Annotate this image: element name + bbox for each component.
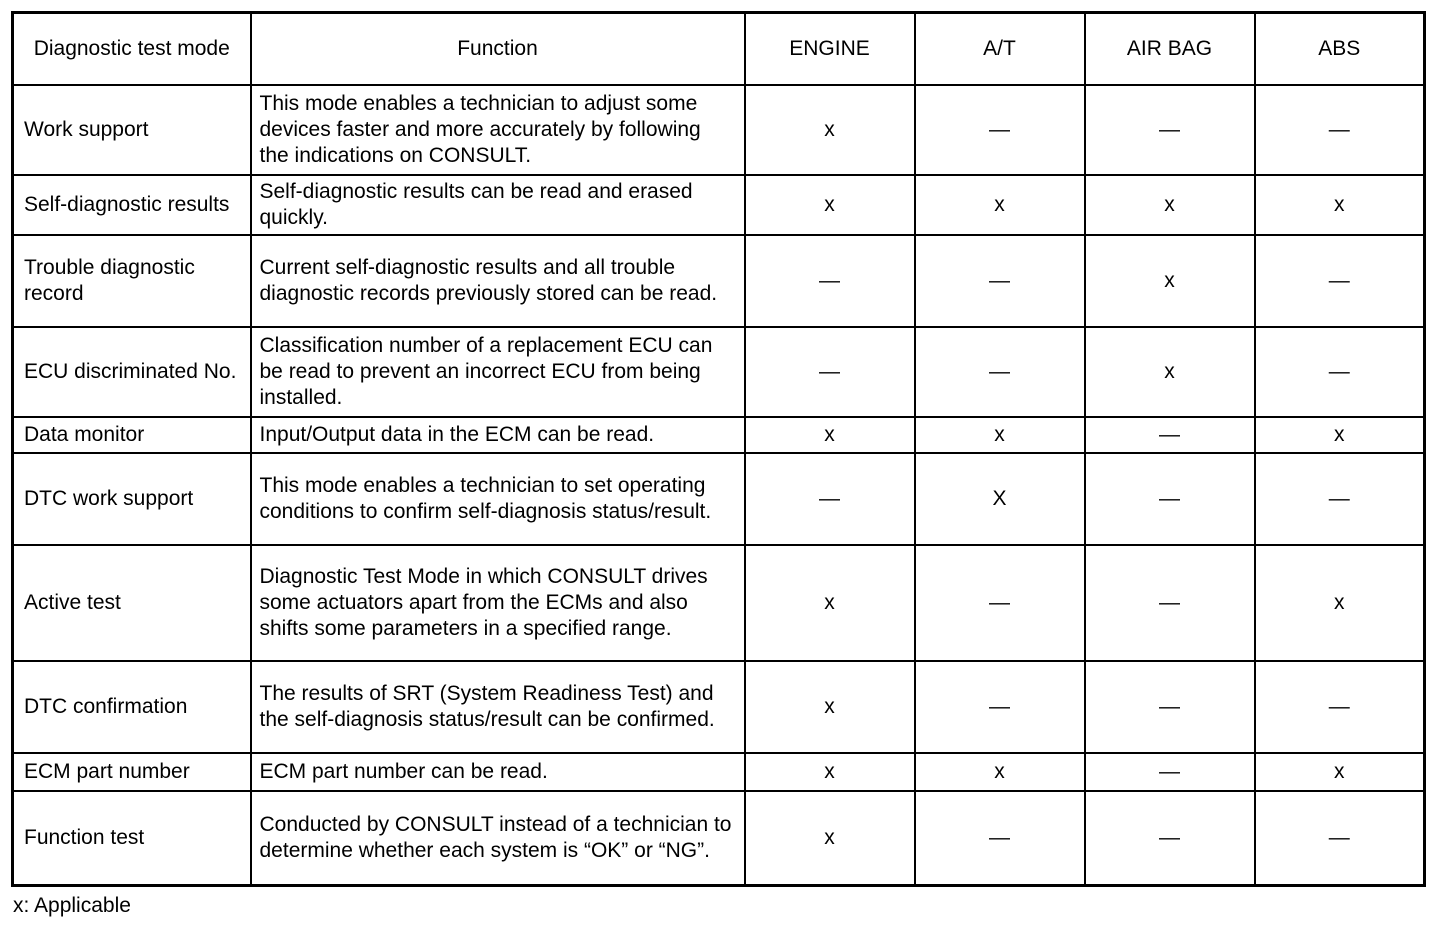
at-mark: — (915, 235, 1085, 327)
mode-cell: Self-diagnostic results (13, 175, 251, 235)
abs-mark: x (1255, 753, 1425, 791)
table-row (13, 235, 1425, 327)
abs-mark: — (1255, 235, 1425, 327)
mode-cell: Trouble diagnostic record (13, 235, 251, 327)
engine-mark: x (745, 545, 915, 661)
at-mark: — (915, 791, 1085, 885)
function-cell: This mode enables a technician to adjust some devices faster and more accurately by following the indications on CONSULT. (251, 85, 745, 175)
engine-mark: — (745, 235, 915, 327)
abs-mark: x (1255, 545, 1425, 661)
function-cell: Conducted by CONSULT instead of a technician to determine whether each system is “OK” or “NG”. (251, 791, 745, 885)
function-cell: Classification number of a replacement ECU can be read to prevent an incorrect ECU from being installed. (251, 327, 745, 417)
engine-mark: x (745, 417, 915, 453)
function-cell: Diagnostic Test Mode in which CONSULT drives some actuators apart from the ECMs and also shifts some parameters in a specified range. (251, 545, 745, 661)
table-row (13, 417, 1425, 453)
engine-mark: x (745, 661, 915, 753)
at-mark: — (915, 85, 1085, 175)
mode-cell: ECM part number (13, 753, 251, 791)
mode-cell: ECU discriminated No. (13, 327, 251, 417)
air-bag-mark: — (1085, 453, 1255, 545)
mode-cell: DTC work support (13, 453, 251, 545)
mode-cell: Function test (13, 791, 251, 885)
at-mark: X (915, 453, 1085, 545)
diagnostic-mode-table (11, 11, 1426, 887)
header-at: A/T (915, 13, 1085, 86)
engine-mark: x (745, 175, 915, 235)
function-cell: Input/Output data in the ECM can be read. (251, 417, 745, 453)
function-cell: ECM part number can be read. (251, 753, 745, 791)
abs-mark: x (1255, 175, 1425, 235)
diagnostic-table-container (11, 11, 1423, 887)
air-bag-mark: — (1085, 661, 1255, 753)
table-row (13, 327, 1425, 417)
table-row (13, 545, 1425, 661)
engine-mark: — (745, 327, 915, 417)
function-cell: Current self-diagnostic results and all trouble diagnostic records previously stored can be read. (251, 235, 745, 327)
at-mark: x (915, 175, 1085, 235)
function-cell: The results of SRT (System Readiness Test) and the self-diagnosis status/result can be confirmed. (251, 661, 745, 753)
engine-mark: x (745, 791, 915, 885)
function-cell: Self-diagnostic results can be read and erased quickly. (251, 175, 745, 235)
table-row (13, 175, 1425, 235)
header-function: Function (251, 13, 745, 86)
table-row (13, 85, 1425, 175)
air-bag-mark: x (1085, 327, 1255, 417)
abs-mark: — (1255, 661, 1425, 753)
engine-mark: — (745, 453, 915, 545)
header-engine: ENGINE (745, 13, 915, 86)
mode-cell: Data monitor (13, 417, 251, 453)
abs-mark: — (1255, 85, 1425, 175)
header-air-bag: AIR BAG (1085, 13, 1255, 86)
at-mark: — (915, 545, 1085, 661)
engine-mark: x (745, 753, 915, 791)
air-bag-mark: — (1085, 85, 1255, 175)
abs-mark: — (1255, 453, 1425, 545)
header-diagnostic-test-mode: Diagnostic test mode (13, 13, 251, 86)
at-mark: — (915, 327, 1085, 417)
air-bag-mark: — (1085, 753, 1255, 791)
at-mark: x (915, 753, 1085, 791)
air-bag-mark: x (1085, 175, 1255, 235)
air-bag-mark: x (1085, 235, 1255, 327)
mode-cell: Active test (13, 545, 251, 661)
air-bag-mark: — (1085, 545, 1255, 661)
air-bag-mark: — (1085, 417, 1255, 453)
abs-mark: x (1255, 417, 1425, 453)
abs-mark: — (1255, 791, 1425, 885)
engine-mark: x (745, 85, 915, 175)
table-row (13, 661, 1425, 753)
applicable-legend: x: Applicable (13, 894, 131, 917)
table-row (13, 791, 1425, 885)
abs-mark: — (1255, 327, 1425, 417)
function-cell: This mode enables a technician to set operating conditions to confirm self-diagnosis status/result. (251, 453, 745, 545)
air-bag-mark: — (1085, 791, 1255, 885)
header-abs: ABS (1255, 13, 1425, 86)
table-row (13, 453, 1425, 545)
table-row (13, 753, 1425, 791)
mode-cell: DTC confirmation (13, 661, 251, 753)
at-mark: — (915, 661, 1085, 753)
table-header-row (13, 13, 1425, 86)
at-mark: x (915, 417, 1085, 453)
mode-cell: Work support (13, 85, 251, 175)
